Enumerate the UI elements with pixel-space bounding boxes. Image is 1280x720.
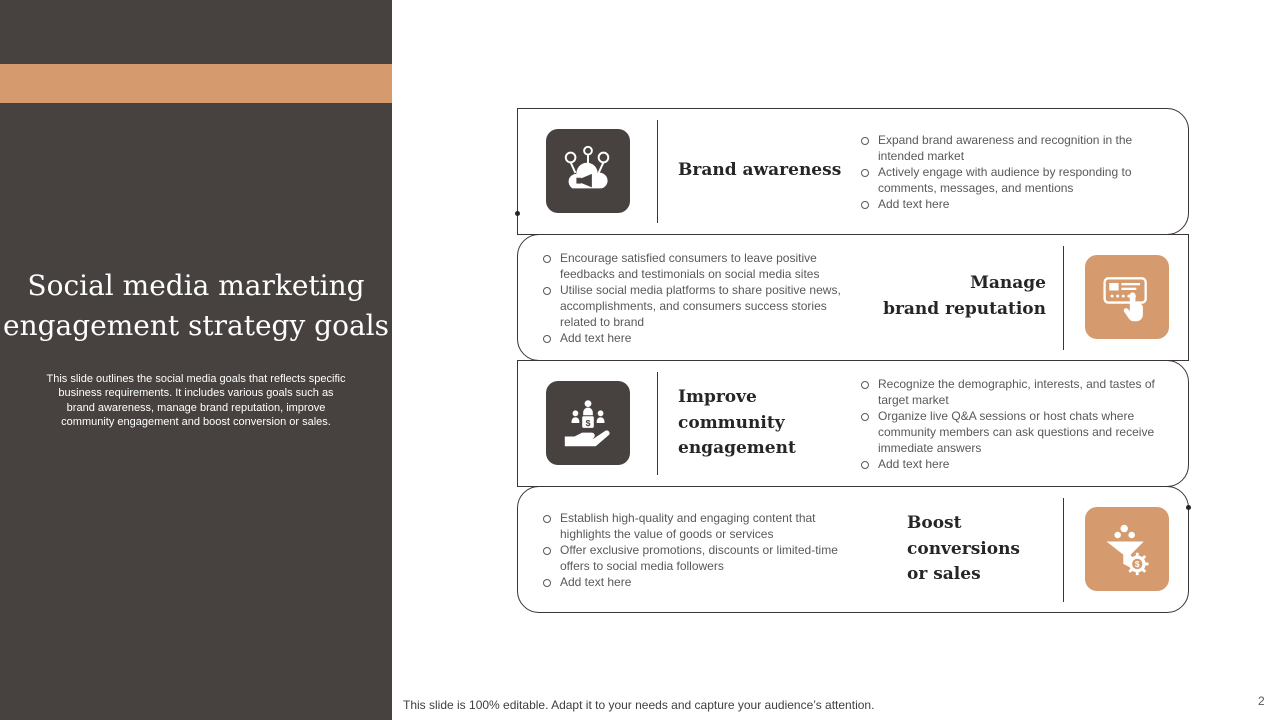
slide-description: This slide outlines the social media goals that reflects specific business requirements. It includes various goals such as brand awareness, manage brand reputation, improve community engagement and boost conversion or sales. <box>46 373 346 428</box>
list-item: Add text here <box>542 330 860 346</box>
connector-dot <box>515 211 520 216</box>
goal-bullets-community-engagement <box>860 376 1170 472</box>
list-item: Offer exclusive promotions, discounts or limited-time offers to social media followers <box>542 542 860 574</box>
divider-line <box>1063 498 1064 602</box>
footer-note: This slide is 100% editable. Adapt it to your needs and capture your audience’s attention. <box>403 698 875 712</box>
svg-text:$: $ <box>1134 559 1140 570</box>
rating-screen-hand-icon <box>1099 269 1155 325</box>
list-item: Utilise social media platforms to share positive news, accomplishments, and consumers success stories related to brand <box>542 282 860 330</box>
megaphone-cloud-icon <box>559 142 617 200</box>
goal-bullets-boost-conversions <box>542 510 860 590</box>
goal-title-brand-reputation: Manage brand reputation <box>883 273 1046 319</box>
left-panel <box>0 0 392 720</box>
goal-icon-box <box>1085 255 1169 339</box>
list-item: Expand brand awareness and recognition in the intended market <box>860 132 1170 164</box>
accent-bar <box>0 64 392 103</box>
page-number: 2 <box>1258 694 1265 708</box>
community-hand-icon <box>559 394 617 452</box>
goal-title-boost-conversions: Boost conversions or sales <box>907 513 1020 584</box>
goal-title-community-engagement: Improve community engagement <box>678 387 796 458</box>
goal-title-brand-awareness: Brand awareness <box>678 160 842 180</box>
slide-title-line-2: engagement strategy goals <box>3 309 389 342</box>
divider-line <box>657 120 658 223</box>
connector-dot <box>1186 505 1191 510</box>
list-item: Actively engage with audience by responding to comments, messages, and mentions <box>860 164 1170 196</box>
list-item: Organize live Q&A sessions or host chats where community members can ask questions and receive immediate answers <box>860 408 1170 456</box>
funnel-gear-dollar-icon <box>1099 521 1155 577</box>
goal-icon-box <box>1085 507 1169 591</box>
slide-title <box>0 266 392 346</box>
goal-icon-box <box>546 381 630 465</box>
list-item: Recognize the demographic, interests, and tastes of target market <box>860 376 1170 408</box>
divider-line <box>657 372 658 475</box>
list-item: Encourage satisfied consumers to leave positive feedbacks and testimonials on social media sites <box>542 250 860 282</box>
goal-bullets-brand-awareness <box>860 132 1170 212</box>
list-item: Add text here <box>542 574 860 590</box>
slide-title-line-1: Social media marketing <box>27 269 365 302</box>
list-item: Establish high-quality and engaging content that highlights the value of goods or services <box>542 510 860 542</box>
svg-text:$: $ <box>585 417 591 428</box>
list-item: Add text here <box>860 456 1170 472</box>
goal-bullets-brand-reputation <box>542 250 860 346</box>
divider-line <box>1063 246 1064 350</box>
list-item: Add text here <box>860 196 1170 212</box>
goal-icon-box <box>546 129 630 213</box>
